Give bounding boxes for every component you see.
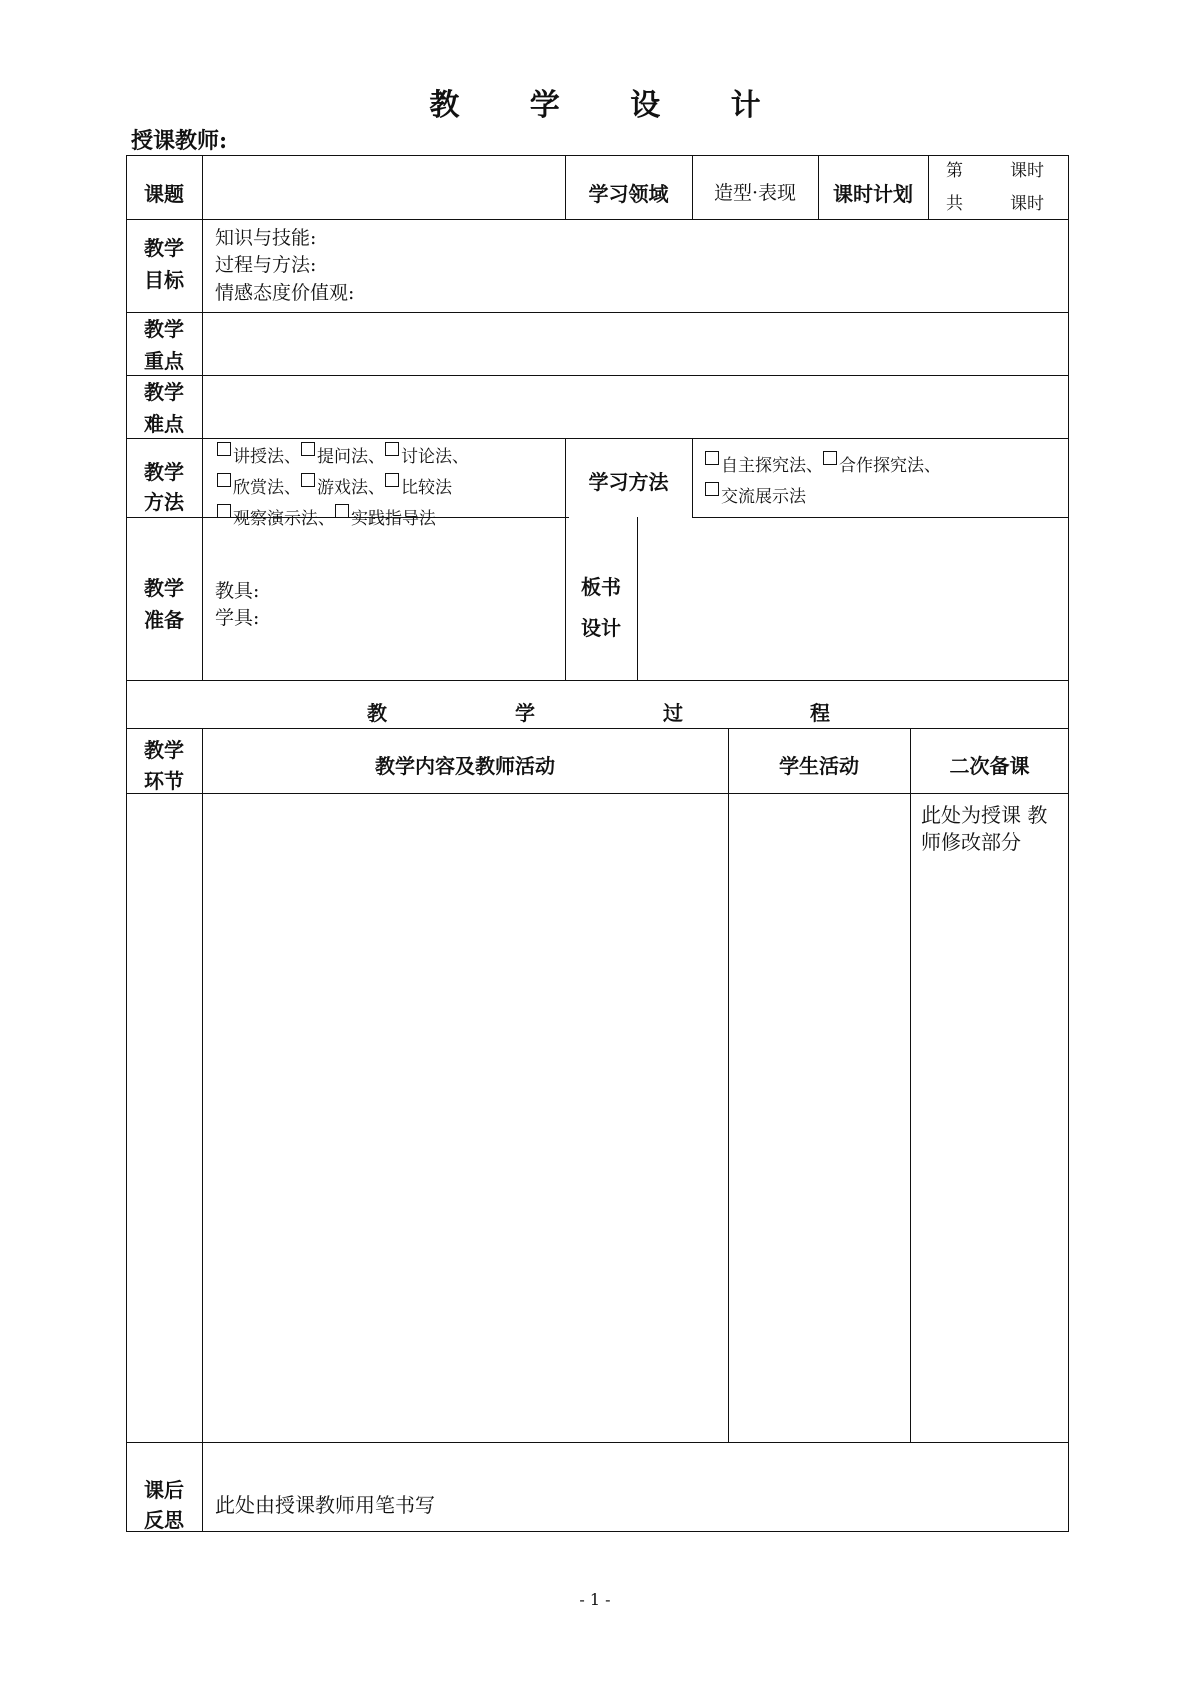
method-checkbox[interactable]	[335, 504, 349, 518]
goals-label-2: 目标	[144, 268, 184, 292]
plan-total-label: 共	[946, 194, 963, 214]
method-checkbox[interactable]	[705, 451, 719, 465]
method-checkbox[interactable]	[217, 473, 231, 487]
plan-total-unit: 课时	[1010, 194, 1044, 214]
board-label-2: 设计	[581, 616, 621, 640]
process-heading-char: 学	[515, 701, 535, 725]
method-option: 讲授法、	[233, 447, 301, 467]
page-number: - 1 -	[579, 1590, 611, 1609]
teach-method-row-1	[217, 441, 469, 473]
col-divider	[202, 728, 203, 1532]
focus-label-2: 重点	[144, 349, 184, 373]
reflection-note: 此处由授课教师用笔书写	[215, 1493, 435, 1517]
teach-method-label-2: 方法	[144, 490, 184, 514]
method-option: 实践指导法	[351, 509, 436, 529]
student-header: 学生活动	[779, 754, 859, 778]
method-checkbox[interactable]	[301, 473, 315, 487]
method-option: 讨论法、	[401, 447, 469, 467]
method-option: 提问法、	[317, 447, 385, 467]
method-checkbox[interactable]	[823, 451, 837, 465]
field-label: 学习领域	[588, 182, 669, 206]
method-checkbox[interactable]	[705, 482, 719, 496]
teach-method-label-1: 教学	[144, 460, 184, 484]
plan-period-label: 第	[946, 161, 963, 181]
row-divider	[126, 680, 1069, 681]
method-checkbox[interactable]	[217, 504, 231, 518]
method-checkbox[interactable]	[385, 442, 399, 456]
stage-header-2: 环节	[144, 769, 184, 793]
goal-process: 过程与方法:	[215, 254, 317, 276]
row-divider	[126, 438, 1069, 439]
second-prep-note-1: 此处为授课 教	[921, 803, 1048, 827]
row-divider	[126, 219, 1069, 220]
method-checkbox[interactable]	[385, 473, 399, 487]
field-value: 造型·表现	[713, 182, 797, 204]
plan-period-unit: 课时	[1010, 161, 1044, 181]
row-divider	[126, 375, 1069, 376]
stage-header-1: 教学	[144, 738, 184, 762]
page-title: 教 学 设 计	[429, 88, 791, 123]
second-prep-note-2: 师修改部分	[921, 830, 1021, 854]
col-divider	[728, 728, 729, 1442]
process-heading-char: 教	[367, 701, 387, 725]
board-label-1: 板书	[581, 575, 621, 599]
learn-method-row-2	[705, 481, 806, 513]
teach-method-row-3	[217, 503, 436, 535]
method-option: 自主探究法、	[721, 456, 823, 476]
goals-label-1: 教学	[144, 236, 184, 260]
row-divider	[126, 312, 1069, 313]
difficulty-label-1: 教学	[144, 380, 184, 404]
row-divider	[692, 517, 1069, 518]
student-area[interactable]	[731, 796, 907, 1440]
method-option: 观察演示法、	[233, 509, 335, 529]
row-divider	[126, 793, 1069, 794]
prep-label-1: 教学	[144, 576, 184, 600]
second-prep-header: 二次备课	[949, 754, 1030, 778]
stage-area[interactable]	[128, 796, 200, 1440]
prep-label-2: 准备	[144, 608, 184, 632]
topic-label: 课题	[144, 182, 184, 206]
teach-method-row-2	[217, 472, 452, 504]
process-heading-char: 程	[810, 701, 830, 725]
focus-label-1: 教学	[144, 317, 184, 341]
difficulty-label-2: 难点	[144, 412, 184, 436]
prep-student-aids: 学具:	[215, 607, 260, 629]
plan-label: 课时计划	[833, 182, 913, 206]
topic-value[interactable]	[205, 160, 561, 216]
method-checkbox[interactable]	[301, 442, 315, 456]
process-heading-char: 过	[663, 701, 683, 725]
prep-teaching-aids: 教具:	[215, 580, 260, 602]
content-header: 教学内容及教师活动	[375, 754, 555, 778]
method-option: 游戏法、	[317, 478, 385, 498]
goal-attitude: 情感态度价值观:	[215, 282, 355, 304]
col-divider	[692, 438, 693, 517]
method-option: 交流展示法	[721, 487, 806, 507]
method-checkbox[interactable]	[217, 442, 231, 456]
reflection-label-2: 反思	[144, 1508, 184, 1532]
teacher-label: 授课教师:	[131, 128, 228, 154]
row-divider	[126, 1442, 1069, 1443]
method-option: 比较法	[401, 478, 452, 498]
col-divider	[637, 517, 638, 680]
learn-method-label: 学习方法	[588, 470, 669, 494]
method-option: 欣赏法、	[233, 478, 301, 498]
row-divider	[126, 728, 1069, 729]
reflection-label-1: 课后	[144, 1478, 184, 1502]
goal-knowledge: 知识与技能:	[215, 227, 317, 249]
method-option: 合作探究法、	[839, 456, 941, 476]
learn-method-row-1	[705, 450, 941, 482]
col-divider	[202, 155, 203, 680]
content-area[interactable]	[205, 796, 725, 1440]
col-divider	[928, 155, 929, 219]
col-divider	[910, 728, 911, 1442]
